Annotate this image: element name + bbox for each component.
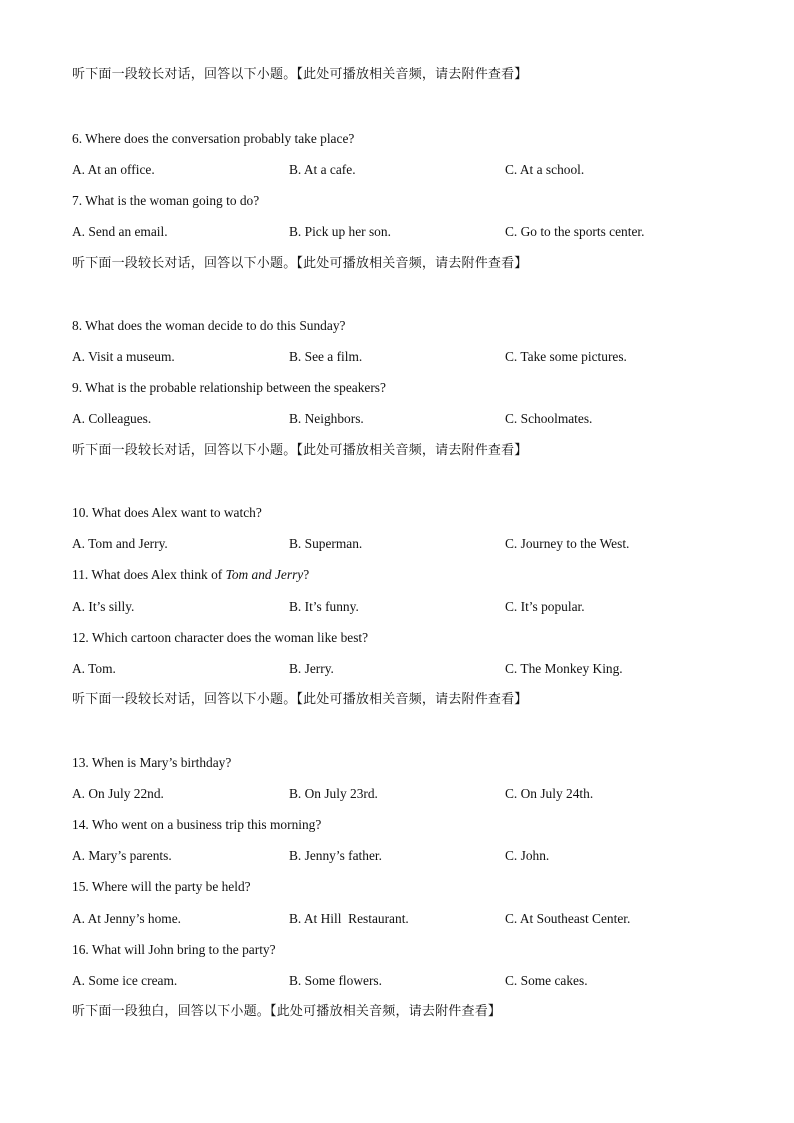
q11-option-c: C. It’s popular. bbox=[505, 599, 585, 614]
q9-option-c: C. Schoolmates. bbox=[505, 411, 593, 426]
listening-instruction: 听下面一段较长对话，回答以下小题。【此处可播放相关音频，请去附件查看】 bbox=[72, 256, 528, 271]
q13-option-a: A. On July 22nd. bbox=[72, 786, 164, 801]
question-16: 16. What will John bring to the party? bbox=[72, 942, 276, 957]
q13-option-c: C. On July 24th. bbox=[505, 786, 594, 801]
q16-option-a: A. Some ice cream. bbox=[72, 973, 178, 988]
q12-option-a: A. Tom. bbox=[72, 661, 116, 676]
question-13: 13. When is Mary’s birthday? bbox=[72, 755, 232, 770]
q11-suffix: ? bbox=[303, 567, 310, 582]
q8-option-b: B. See a film. bbox=[289, 349, 363, 364]
q15-option-c: C. At Southeast Center. bbox=[505, 911, 631, 926]
q7-option-b: B. Pick up her son. bbox=[289, 224, 391, 239]
q13-option-b: B. On July 23rd. bbox=[289, 786, 378, 801]
q14-option-c: C. John. bbox=[505, 848, 550, 863]
q10-option-a: A. Tom and Jerry. bbox=[72, 536, 168, 551]
q14-option-a: A. Mary’s parents. bbox=[72, 848, 172, 863]
question-12: 12. Which cartoon character does the woman like best? bbox=[72, 630, 369, 645]
q9-option-b: B. Neighbors. bbox=[289, 411, 364, 426]
listening-instruction: 听下面一段较长对话，回答以下小题。【此处可播放相关音频，请去附件查看】 bbox=[72, 692, 528, 707]
q8-option-c: C. Take some pictures. bbox=[505, 349, 627, 364]
q12-option-c: C. The Monkey King. bbox=[505, 661, 623, 676]
q16-option-c: C. Some cakes. bbox=[505, 973, 588, 988]
question-8: 8. What does the woman decide to do this Sunday? bbox=[72, 318, 346, 333]
question-11 bbox=[72, 566, 309, 584]
question-9: 9. What is the probable relationship between the speakers? bbox=[72, 380, 386, 395]
q7-option-c: C. Go to the sports center. bbox=[505, 224, 645, 239]
q14-option-b: B. Jenny’s father. bbox=[289, 848, 382, 863]
q15-option-b: B. At Hill Restaurant. bbox=[289, 911, 409, 926]
question-10: 10. What does Alex want to watch? bbox=[72, 505, 262, 520]
listening-instruction: 听下面一段较长对话，回答以下小题。【此处可播放相关音频，请去附件查看】 bbox=[72, 67, 528, 82]
q7-option-a: A. Send an email. bbox=[72, 224, 168, 239]
q9-option-a: A. Colleagues. bbox=[72, 411, 152, 426]
q12-option-b: B. Jerry. bbox=[289, 661, 334, 676]
question-15: 15. Where will the party be held? bbox=[72, 879, 251, 894]
q16-option-b: B. Some flowers. bbox=[289, 973, 382, 988]
listening-instruction: 听下面一段较长对话，回答以下小题。【此处可播放相关音频，请去附件查看】 bbox=[72, 443, 528, 458]
question-14: 14. Who went on a business trip this morning? bbox=[72, 817, 322, 832]
q11-prefix: 11. What does Alex think of bbox=[72, 567, 226, 582]
q10-option-c: C. Journey to the West. bbox=[505, 536, 630, 551]
q15-option-a: A. At Jenny’s home. bbox=[72, 911, 181, 926]
q10-option-b: B. Superman. bbox=[289, 536, 363, 551]
q8-option-a: A. Visit a museum. bbox=[72, 349, 175, 364]
q11-option-a: A. It’s silly. bbox=[72, 599, 135, 614]
q11-title: Tom and Jerry bbox=[225, 567, 304, 582]
question-6: 6. Where does the conversation probably take place? bbox=[72, 131, 355, 146]
q6-option-a: A. At an office. bbox=[72, 162, 155, 177]
question-7: 7. What is the woman going to do? bbox=[72, 193, 260, 208]
q6-option-c: C. At a school. bbox=[505, 162, 585, 177]
q11-option-b: B. It’s funny. bbox=[289, 599, 359, 614]
q6-option-b: B. At a cafe. bbox=[289, 162, 356, 177]
monologue-instruction: 听下面一段独白，回答以下小题。【此处可播放相关音频，请去附件查看】 bbox=[72, 1004, 502, 1019]
